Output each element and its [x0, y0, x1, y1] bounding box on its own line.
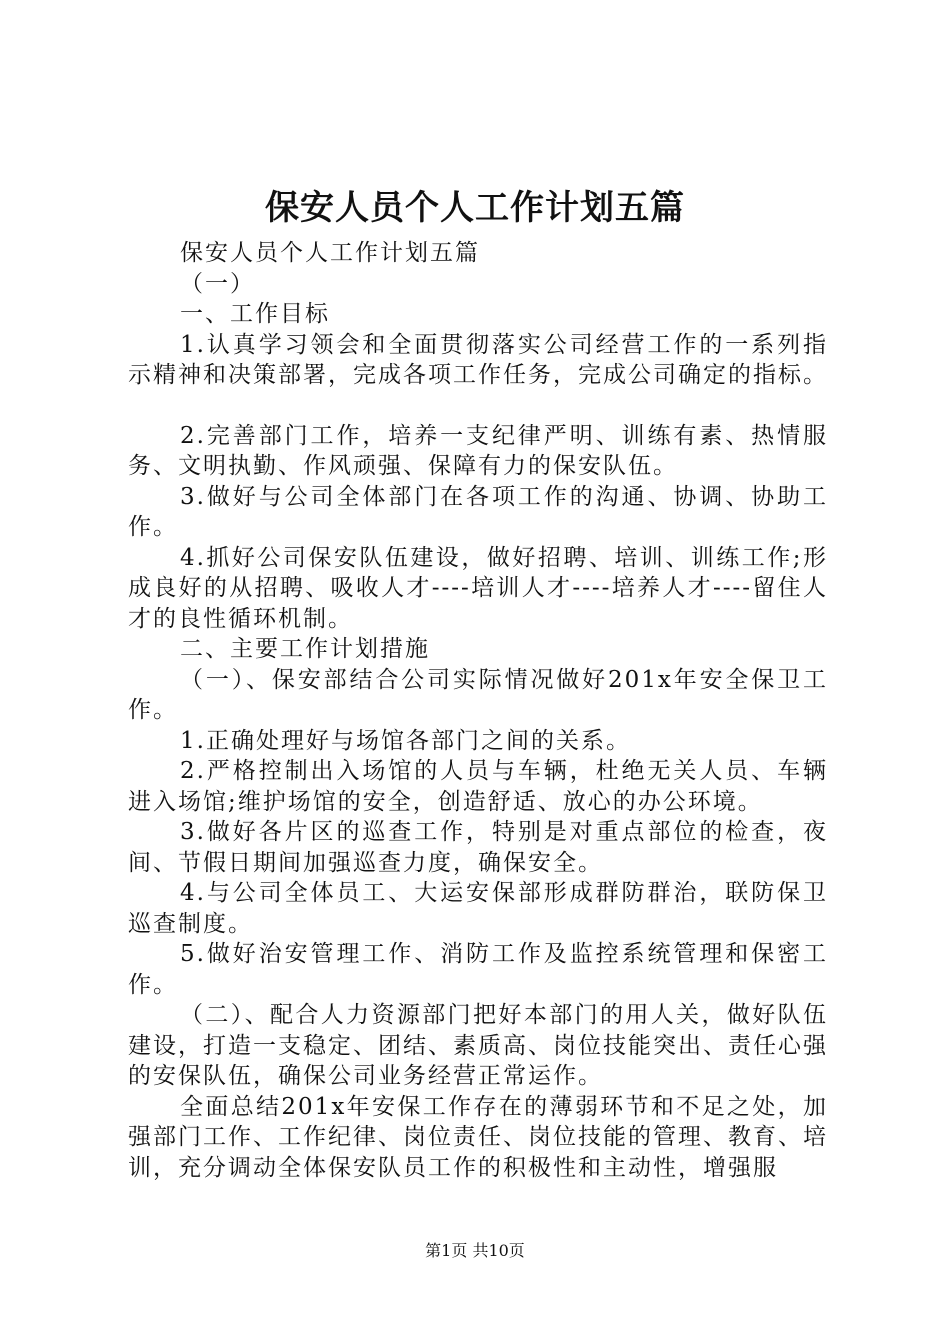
paragraph: 一、工作目标	[180, 301, 330, 327]
paragraph: 1.认真学习领会和全面贯彻落实公司经营工作的一系列指示精神和决策部署，完成各项工作任务，完成公司确定的指标。	[128, 331, 828, 388]
paragraph: 4.与公司全体员工、大运安保部形成群防群治，联防保卫巡查制度。	[128, 880, 828, 937]
document-title: 保安人员个人工作计划五篇	[265, 188, 685, 228]
paragraph: 二、主要工作计划措施	[180, 636, 430, 662]
paragraph: （一）、保安部结合公司实际情况做好201x年安全保卫工作。	[128, 666, 828, 723]
paragraph: 3.做好与公司全体部门在各项工作的沟通、协调、协助工作。	[128, 483, 828, 540]
paragraph: （一）	[180, 270, 255, 297]
paragraph: 全面总结201x年安保工作存在的薄弱环节和不足之处，加强部门工作、工作纪律、岗位责任、岗位技能的管理、教育、培训，充分调动全体保安队员工作的积极性和主动性，增强服	[128, 1093, 828, 1181]
paragraph: 保安人员个人工作计划五篇	[180, 240, 480, 266]
page-number: 第1页 共10页	[425, 1241, 525, 1260]
paragraph: 2.完善部门工作，培养一支纪律严明、训练有素、热情服务、文明执勤、作风顽强、保障有力的保安队伍。	[128, 422, 828, 479]
paragraph: 3.做好各片区的巡查工作，特别是对重点部位的检查，夜间、节假日期间加强巡查力度，确保安全。	[128, 819, 828, 876]
paragraph: 4.抓好公司保安队伍建设，做好招聘、培训、训练工作;形成良好的从招聘、吸收人才----培训人才----培养人才----留住人才的良性循环机制。	[128, 544, 828, 632]
document-body	[128, 238, 828, 1183]
paragraph: 5.做好治安管理工作、消防工作及监控系统管理和保密工作。	[128, 941, 828, 998]
paragraph: 1.正确处理好与场馆各部门之间的关系。	[180, 727, 631, 754]
paragraph: 2.严格控制出入场馆的人员与车辆，杜绝无关人员、车辆进入场馆;维护场馆的安全，创造舒适、放心的办公环境。	[128, 758, 828, 815]
paragraph: （二）、配合人力资源部门把好本部门的用人关，做好队伍建设，打造一支稳定、团结、素质高、岗位技能突出、责任心强的安保队伍，确保公司业务经营正常运作。	[128, 1002, 828, 1089]
